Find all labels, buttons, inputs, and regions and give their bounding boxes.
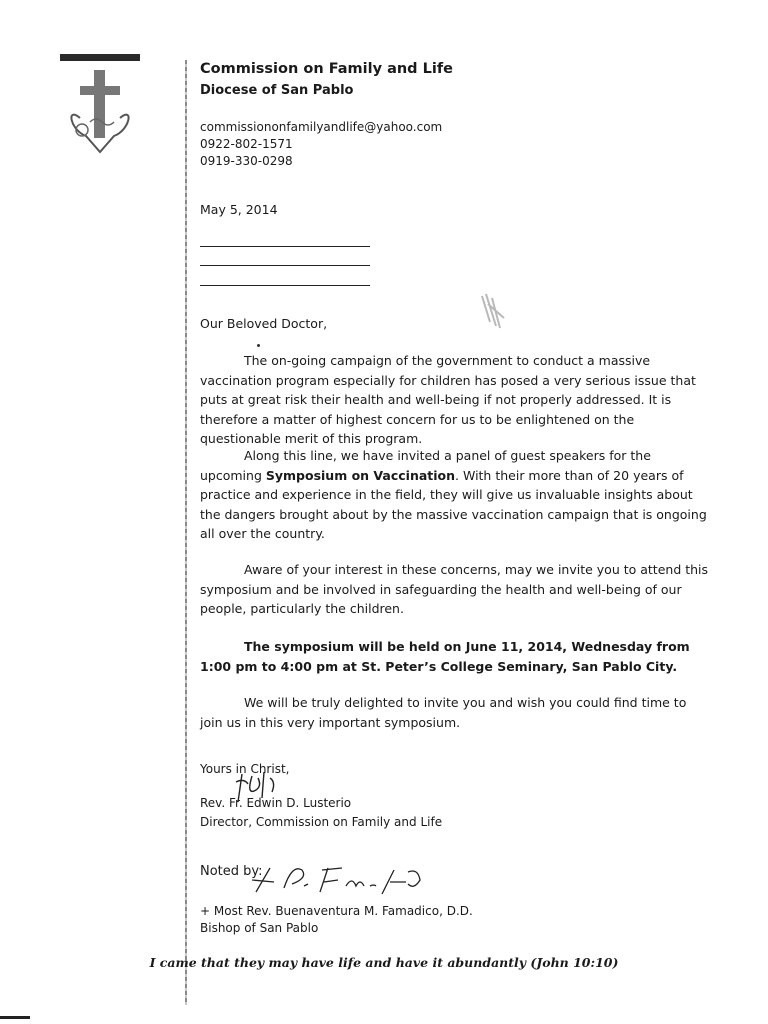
contact-email: commissiononfamilyandlife@yahoo.com (200, 120, 443, 134)
signer-2-name: + Most Rev. Buenaventura M. Famadico, D.D. (200, 904, 473, 918)
noted-by-label: Noted by: (200, 864, 263, 879)
footer-motto: I came that they may have life and have it abundantly (John 10:10) (149, 955, 619, 970)
symposium-details: The symposium will be held on June 11, 2014, Wednesday from 1:00 pm to 4:00 pm at St. Peter’s College Seminary, San Pablo City. (200, 639, 690, 674)
signer-2-title: Bishop of San Pablo (200, 921, 319, 935)
signer-1-name: Rev. Fr. Edwin D. Lusterio (200, 796, 352, 810)
commission-logo (60, 54, 140, 174)
paragraph-2-text-a: Along this line, we have invited a panel of guest speakers for the upcoming (200, 448, 651, 483)
salutation: Our Beloved Doctor, (200, 316, 328, 331)
org-subtitle: Diocese of San Pablo (200, 83, 354, 98)
org-title: Commission on Family and Life (200, 61, 453, 77)
paragraph-5: We will be truly delighted to invite you and wish you could find time to join us in this very important symposium. (200, 695, 687, 730)
paragraph-2 (200, 446, 710, 544)
ink-smudge (478, 292, 508, 332)
signer-1-title: Director, Commission on Family and Life (200, 815, 443, 829)
paragraph-3: Aware of your interest in these concerns, may we invite you to attend this symposium and be involved in safeguarding the health and well-being of our people, particularly the children. (200, 562, 709, 616)
closing: Yours in Christ, (200, 762, 290, 776)
address-blank-line (200, 265, 370, 266)
logo-banner (60, 54, 140, 61)
address-blank-line (200, 285, 370, 286)
stray-dot (257, 344, 260, 347)
address-blank-line (200, 246, 370, 247)
cross-heart-logo-icon (60, 62, 140, 162)
symposium-name: Symposium on Vaccination (265, 467, 456, 483)
scan-edge-mark (0, 1016, 30, 1019)
left-margin-rule (185, 60, 187, 1005)
letter-date: May 5, 2014 (200, 202, 278, 217)
paragraph-1: The on-going campaign of the government to conduct a massive vaccination program especially for children has posed a very serious issue that puts at great risk their health and well-being if not properly addressed. It is therefore a matter of highest concern for us to be enlightened on the questionable merit of this program. (200, 353, 696, 446)
contact-phone-1: 0922-802-1571 (200, 137, 293, 151)
signature-bishop-icon (250, 860, 460, 900)
contact-phone-2: 0919-330-0298 (200, 154, 293, 168)
paragraph-2-text-b: . With their more than of 20 years of practice and experience in the field, they will give us invaluable insights about the dangers brought about by the massive vaccination campaign that is ongoing all over the country. (200, 467, 707, 541)
